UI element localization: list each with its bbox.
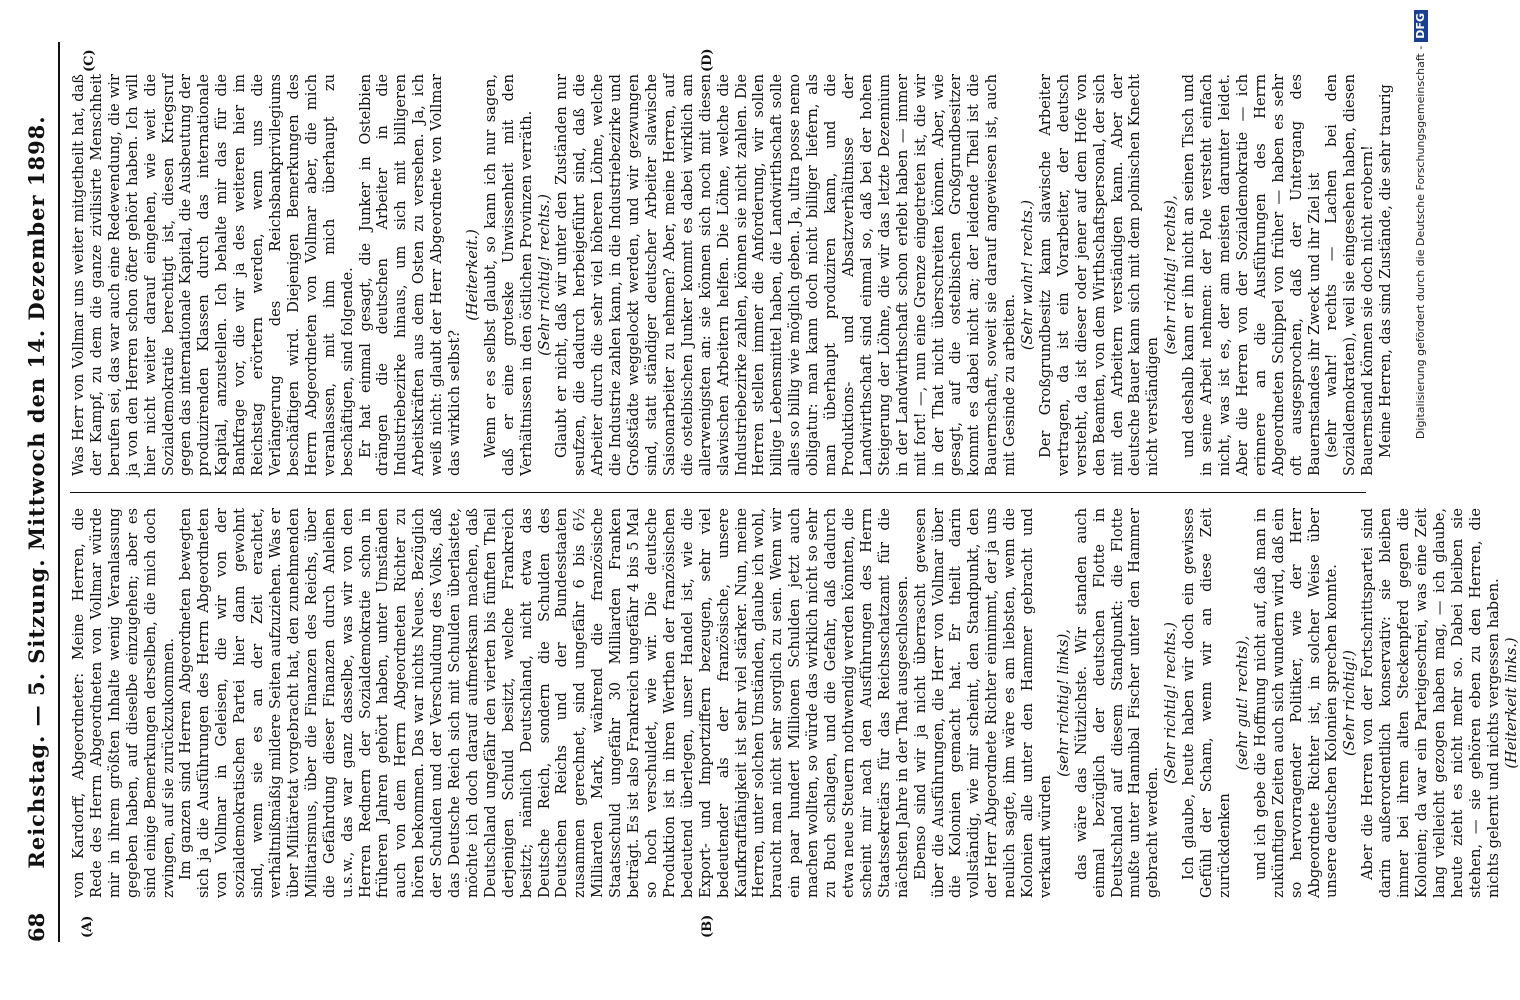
stage-direction: (sehr richtig! links), (1054, 629, 1072, 777)
paragraph: von Kardorff, Abgeordneter: Meine Herren, die Rede des Herrn Abgeordneten von Vollmar würde mir in ihrem größten Inhalte wenig Veranlassung gegeben haben, auf dieselbe einzugehen; aber es sind einige Bemerkungen derselben, die mich doch zwingen, auf sie zurückzukommen. (70, 508, 177, 898)
paragraph: Meine Herren, das sind Zustände, die sehr traurig (1377, 84, 1395, 458)
page-number: 68 (24, 912, 49, 942)
left-column (70, 508, 1520, 898)
credit-text: Digitalisierung gefördert durch die Deutsche Forschungsgemeinschaft - (1414, 45, 1427, 440)
digitization-credit (1410, 10, 1432, 590)
paragraph: Ebenso sind wir ja nicht überrascht gewesen über die Ausführungen, die Herr von Vollmar über die Kolonien gemacht hat. Er theilt darin vollständig, wie mir scheint, den Standpunkt, den der Herr Abgeordnete Richter einnimmt, der ja uns neulich sagte, ihm wäre es am liebsten, wenn die Kolonien alle unter den Hammer gebracht und verkauft würden (911, 508, 1054, 898)
right-column (70, 74, 1395, 476)
stage-direction: (Sehr richtig! rechts.) (1162, 622, 1180, 784)
column-divider (70, 492, 1366, 493)
stage-direction: (Sehr richtig!) (1341, 650, 1359, 756)
stage-direction: (sehr richtig! rechts), (1162, 195, 1180, 355)
stage-direction: (sehr gut! rechts), (1233, 635, 1251, 771)
paragraph: Ich glaube, heute haben wir doch ein gewisses Gefühl der Scham, wenn wir an diese Zeit zurückdenken (1180, 508, 1233, 898)
margin-marker-b: (B) (700, 914, 715, 938)
paragraph: (sehr wahr! rechts — Lachen bei den Sozialdemokraten), weil sie eingesehen haben, diesen Bauernstand können sie doch nicht erobern! (1323, 74, 1377, 476)
stage-direction: (Sehr wahr! rechts.) (1019, 199, 1037, 351)
margin-marker-c: (C) (82, 49, 97, 72)
stage-direction: (Sehr richtig! rechts.) (535, 194, 553, 356)
paragraph: das wäre das Nützlichste. Wir standen auch einmal bezüglich der deutschen Flotte in Deutschland auf diesem Standpunkt: die Flotte mußte unter Hannibal Fischer unter den Hammer gebracht werden. (1072, 508, 1162, 898)
header-rule (58, 42, 60, 942)
paragraph: Im ganzen sind Herren Abgeordneten bewegten sich ja die Ausführungen des Herrn Abgeordneten von Vollmar in Geleisen, die wir von der sozialdemokratischen Partei hier dann gewohnt sind, wenn sie es an der Zeit erachtet, verhältnißmäßig mildere Seiten aufzuziehen. Was er über Militäretat vorgebracht hat, den zunehmenden Militarismus, über die Finanzen des Reichs, über die Gefährdung dieser Finanzen durch Anleihen u.s.w., das war ganz dasselbe, was wir von den Herren Rednern der Sozialdemokratie schon in früheren Jahren gehört haben, unter Umständen auch von dem Herrn Abgeordneten Richter zu hören bekommen. Das war nichts Neues. Bezüglich der Schulden und der Verschuldung des Volks, daß das Deutsche Reich sich mit Schulden überlastete, möchte ich doch darauf aufmerksam machen, daß Deutschland ungefähr den vierten bis fünften Theil derjenigen Schuld besitzt, welche Frankreich besitzt; nämlich Deutschland, nicht etwa das Deutsche Reich, sondern die Schulden des Deutschen Reichs und der Bundesstaaten zusammen gerechnet, sind ungefähr 6 bis 6½ Milliarden Mark, während die französische Staatsschuld ungefähr 30 Milliarden Franken beträgt. Es ist also Frankreich ungefähr 4 bis 5 Mal so hoch verschuldet, wie wir. Die deutsche Produktion ist in ihren Werthen der französischen bedeutend überlegen, unser Handel ist, wie die Export- und Importziffern bezeugen, sehr viel bedeutender als der französische, unsere Kaufkraftfähigkeit ist sehr viel stärker. Nun, meine Herren, unter solchen Umständen, glaube ich wohl, braucht man nicht sehr sorglich zu sein. Wenn wir ein paar hundert Millionen Schulden jetzt auch machen wollten, so würde das wirklich nicht so sehr zu Buch schlagen, und die Gefahr, daß dadurch etwa neue Steuern nothwendig werden könnten, die scheint mir nach den Ausführungen des Herrn Staatssekretärs für das Reichsschatzamt für die nächsten Jahre in der That ausgeschlossen. (177, 508, 911, 898)
running-title: Reichstag. — 5. Sitzung. Mittwoch den 14. Dezember 1898. (24, 115, 49, 869)
page-header (18, 42, 58, 942)
paragraph: Glaubt er nicht, daß wir unter den Zuständen nur seufzen, die dadurch herbeigeführt sind, daß die Arbeiter durch die sehr viel höheren Löhne, welche die Industrie zahlen kann, in die Industriebezirke und Großstädte weggelockt werden, und wir gezwungen sind, statt ständiger deutscher Arbeiter slawische Saisonarbeiter zu nehmen? Aber, meine Herren, auf die ostelbischen Junker kommt es dabei wirklich am allerwenigsten an: sie können sich noch mit diesen slawischen Arbeitern helfen. Die Löhne, welche die Industriebezirke zahlen, können sie nicht zahlen. Die Herren stellen immer die Anforderung, wir sollen billige Lebensmittel haben, die Landwirthschaft solle alles so billig wie möglich geben. Ja, ultra posse nemo obligatur: man kann doch nicht billiger liefern, als man überhaupt produziren kann, und die Produktions- und Absatzverhältnisse der Landwirthschaft sind einmal so, daß bei der hohen Steigerung der Löhne, die wir das letzte Dezennium in der Landwirthschaft schon erlebt haben — immer mit fort! —, nun eine Grenze eingetreten ist, die wir in der That nicht überschreiten können. Aber, wie gesagt, auf die ostelbischen Großgrundbesitzer kommt es dabei nicht an; der leidende Theil ist die Bauernschaft, soweit sie darauf angewiesen ist, auch mit Gesinde zu arbeiten. (553, 74, 1019, 476)
margin-marker-a: (A) (80, 915, 95, 938)
paragraph: und ich gebe die Hoffnung nicht auf, daß man in zukünftigen Zeiten auch sich wundern wird, daß ein so hervorragender Politiker, wie der Herr Abgeordnete Richter ist, in solcher Weise über unsere deutschen Kolonien sprechen konnte. (1251, 508, 1341, 898)
dfg-logo: DFG (1414, 10, 1428, 42)
paragraph: Wenn er es selbst glaubt, so kann ich nur sagen, daß er eine groteske Unwissenheit mit den Verhältnissen in den östlichen Provinzen verräth. (481, 74, 535, 476)
stage-direction: (Heiterkeit.) (463, 229, 481, 321)
paragraph: Er hat einmal gesagt, die Junker in Ostelbien drängen die deutschen Arbeiter in die Industriebezirke hinaus, um sich mit billigeren Arbeitskräften aus dem Osten zu versehen. Ja, ich weiß nicht: glaubt der Herr Abgeordnete von Vollmar das wirklich selbst? (356, 74, 464, 476)
paragraph: Der Großgrundbesitz kann slawische Arbeiter vertragen, da ist ein Vorarbeiter, der deutsch versteht, da ist dieser oder jener auf dem Hofe von den Beamten, von dem Wirthschaftspersonal, der sich mit den Arbeitern verständigen kann. Aber der deutsche Bauer kann sich mit dem polnischen Knecht nicht verständigen (1036, 74, 1162, 476)
paragraph: Was Herr von Vollmar uns weiter mitgetheilt hat, daß der Kampf, zu dem die ganze zivilisirte Menschheit berufen sei, das war auch eine Redewendung, die wir ja von den Herren schon öfter gehört haben. Ich will hier nicht weiter darauf eingehen, wie weit die Sozialdemokratie berechtigt ist, diesen Kriegsruf gegen das internationale Kapital, die Ausbeutung der produzirenden Klassen durch das internationale Kapital, anzustellen. Ich behalte mir das für die Bankfrage vor, die wir ja des weiteren hier im Reichstag erörtern werden, wenn uns die Verlängerung des Reichsbankprivilegiums beschäftigen wird. Diejenigen Bemerkungen des Herrn Abgeordneten von Vollmar aber, die mich veranlassen, mit ihm mich überhaupt zu beschäftigen, sind folgende. (70, 74, 356, 476)
paragraph: Aber die Herren von der Fortschrittspartei sind darin außerordentlich konservativ: sie bleiben immer bei ihrem alten Steckenpferd gegen die Kolonien; da war ein Parteigeschrei, was eine Zeit lang vielleicht gezogen haben mag, — ich glaube, heute zieht es nicht mehr so. Dabei bleiben sie stehen, — sie gehören eben zu den Herren, die nichts gelernt und nichts vergessen haben. (1359, 508, 1502, 898)
paragraph: und deshalb kann er ihn nicht an seinen Tisch und in seine Arbeit nehmen: der Pole versteht einfach nicht, was ist es, der am meisten darunter leidet. Aber die Herren von der Sozialdemokratie — ich erinnere an die Ausführungen des Herrn Abgeordneten Schippel von früher — haben es sehr oft ausgesprochen, daß der Untergang des Bauernstandes ihr Zweck und ihr Ziel ist (1180, 74, 1323, 476)
stage-direction: (Heiterkeit links.) (1502, 637, 1520, 769)
margin-marker-d: (D) (700, 48, 715, 72)
